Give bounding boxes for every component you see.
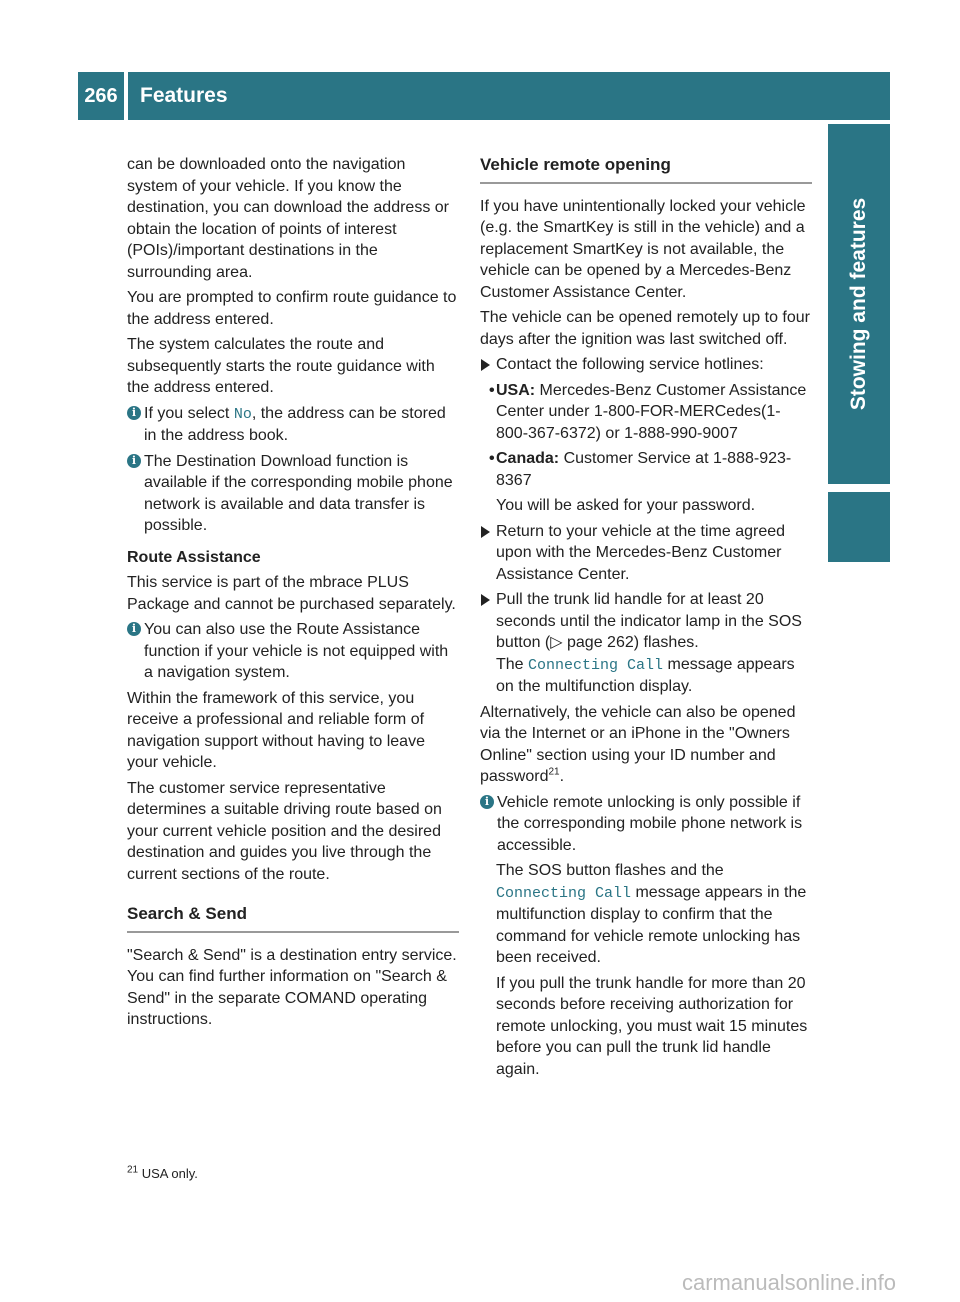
display-message: Connecting Call xyxy=(528,656,664,674)
footnote-number: 21 xyxy=(127,1164,139,1176)
side-tab xyxy=(828,124,890,484)
page-number: 266 xyxy=(78,72,124,120)
page-title: Features xyxy=(128,72,890,120)
info-note: i Vehicle remote unlocking is only possible if the corresponding mobile phone network is accessible. xyxy=(480,792,812,857)
arrow-right-icon xyxy=(481,526,490,538)
paragraph: "Search & Send" is a destination entry service. You can find further information on "Search & Send" in the separate COMAND operating instructions. xyxy=(127,946,457,1028)
list-item: • Canada: Customer Service at 1-888-923-8367 xyxy=(489,450,792,489)
side-tab-marker xyxy=(828,492,890,562)
bullet-icon: • xyxy=(489,381,495,399)
section-heading: Vehicle remote opening xyxy=(480,154,812,184)
paragraph: Alternatively, the vehicle can also be opened via the Internet or an iPhone in the "Owners Online" section using your ID number and password$^{21}$. xyxy=(480,703,796,785)
paragraph: This service is part of the mbrace PLUS Package and cannot be purchased separately. xyxy=(127,574,456,613)
info-note: i The Destination Download function is available if the corresponding mobile phone network is available and data transfer is possible. xyxy=(127,451,459,537)
bullet-icon: • xyxy=(489,450,495,467)
display-message: No xyxy=(233,405,252,423)
arrow-right-icon xyxy=(481,594,490,606)
section-heading: Search & Send xyxy=(127,903,459,933)
paragraph: The Connecting Call message appears on the multifunction display. xyxy=(496,655,795,695)
paragraph: If you have unintentionally locked your vehicle (e.g. the SmartKey is still in the vehicle) and a replacement SmartKey is not available, the vehicle can be opened by a Mercedes-Benz Customer Assistance Center. xyxy=(480,197,806,301)
arrow-right-icon xyxy=(481,359,490,371)
left-column xyxy=(127,154,459,1035)
footnote: $^{21}$ USA only. xyxy=(127,1164,198,1181)
list-item: • USA: Mercedes-Benz Customer Assistance Center under 1-800-FOR-MERCedes(1-800-367-6372) or 1-888-990-9007 xyxy=(489,381,807,442)
paragraph: The customer service representative determines a suitable driving route based on your current vehicle position and the desired destination and guides you live through the current sections of the route. xyxy=(127,779,442,883)
paragraph: You are prompted to confirm route guidance to the address entered. xyxy=(127,289,457,328)
step: Return to your vehicle at the time agreed upon with the Mercedes-Benz Customer Assistance Center. xyxy=(480,521,812,586)
watermark: carmanualsonline.info xyxy=(681,1270,896,1295)
info-note: i If you select No, the address can be stored in the address book. xyxy=(127,403,459,447)
info-note: i You can also use the Route Assistance function if your vehicle is not equipped with a navigation system. xyxy=(127,619,459,684)
paragraph: The system calculates the route and subsequently starts the route guidance with the address entered. xyxy=(127,336,435,396)
paragraph: Within the framework of this service, you receive a professional and reliable form of navigation support without having to leave your vehicle. xyxy=(127,689,425,771)
paragraph: can be downloaded onto the navigation system of your vehicle. If you know the destination, you can download the address or obtain the location of points of interest (POIs)/important destinations in the surrounding area. xyxy=(127,156,449,281)
info-icon: i xyxy=(127,406,141,420)
subheading: Route Assistance xyxy=(127,548,261,566)
display-message: Connecting Call xyxy=(496,884,632,902)
right-column xyxy=(480,154,812,1084)
paragraph: If you pull the trunk handle for more than 20 seconds before receiving authorization for remote unlocking, you must wait 15 minutes before you can pull the trunk lid handle again. xyxy=(496,974,808,1078)
info-icon: i xyxy=(127,454,141,468)
paragraph: The vehicle can be opened remotely up to four days after the ignition was last switched off. xyxy=(480,309,810,348)
side-tab-label: Stowing and features xyxy=(847,197,870,411)
paragraph: The SOS button flashes and the Connecting Call message appears in the multifunction display to confirm that the command for vehicle remote unlocking has been received. xyxy=(496,862,807,966)
info-icon: i xyxy=(480,795,494,809)
paragraph: You will be asked for your password. xyxy=(496,497,756,514)
info-icon: i xyxy=(127,622,141,636)
step: Pull the trunk lid handle for at least 20 seconds until the indicator lamp in the SOS button (▷ page 262) flashes. xyxy=(480,589,812,654)
step: Contact the following service hotlines: xyxy=(480,354,812,376)
footnote-ref: 21 xyxy=(548,766,560,778)
